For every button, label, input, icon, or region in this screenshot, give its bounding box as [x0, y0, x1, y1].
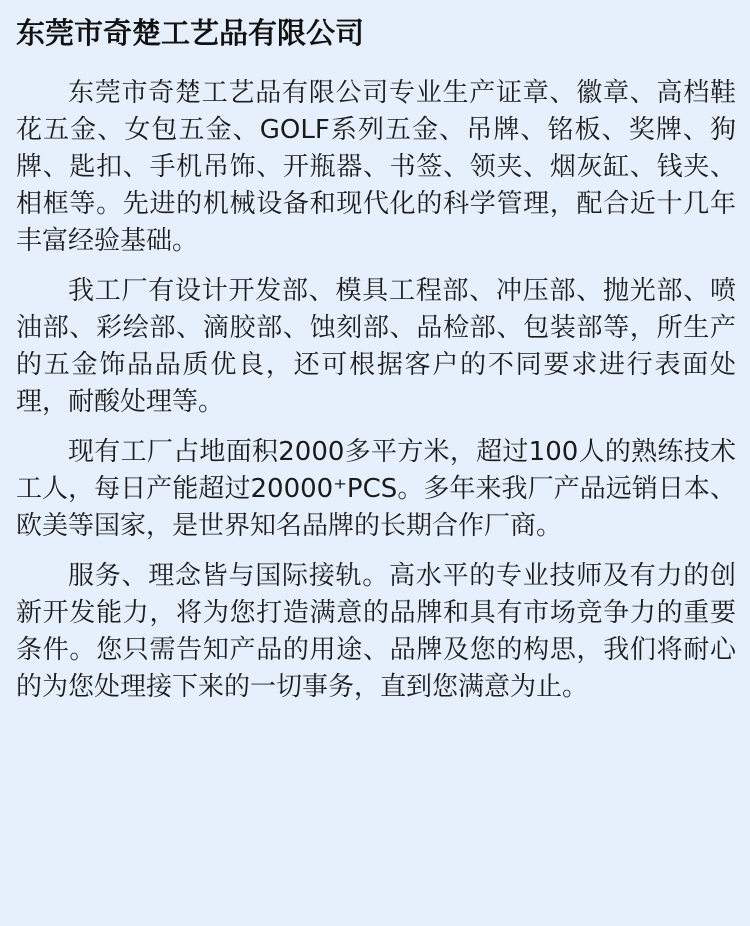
paragraph-capacity: 现有工厂占地面积2000多平方米，超过100人的熟练技术工人，每日产能超过20000⁺PCS。多年来我厂产品远销日本、欧美等国家，是世界知名品牌的长期合作厂商。: [16, 437, 736, 541]
paragraph-departments: 我工厂有设计开发部、模具工程部、冲压部、抛光部、喷油部、彩绘部、滴胶部、蚀刻部、品检部、包装部等，所生产的五金饰品品质优良，还可根据客户的不同要求进行表面处理，耐酸处理等。: [16, 276, 736, 417]
paragraph-service: 服务、理念皆与国际接轨。高水平的专业技师及有力的创新开发能力，将为您打造满意的品牌和具有市场竞争力的重要条件。您只需告知产品的用途、品牌及您的构思，我们将耐心的为您处理接下来的一切事务，直到您满意为止。: [16, 561, 736, 702]
paragraph-products: 东莞市奇楚工艺品有限公司专业生产证章、徽章、高档鞋花五金、女包五金、GOLF系列五金、吊牌、铭板、奖牌、狗牌、匙扣、手机吊饰、开瓶器、书签、领夹、烟灰缸、钱夹、相框等。先进的机械设备和现代化的科学管理，配合近十几年丰富经验基础。: [16, 78, 736, 256]
page-title: 东莞市奇楚工艺品有限公司: [16, 16, 365, 50]
